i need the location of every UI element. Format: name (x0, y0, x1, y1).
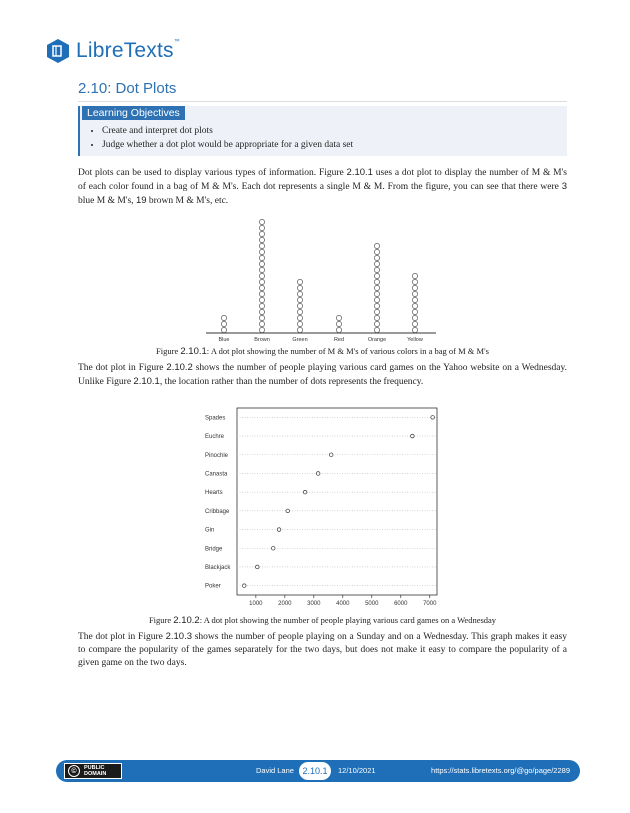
dot-marker (412, 327, 417, 332)
data-point (242, 584, 246, 588)
y-tick-label: Canasta (205, 471, 228, 478)
dot-marker (259, 237, 264, 242)
data-point (411, 434, 415, 438)
paragraph-card-games: The dot plot in Figure 2.10.2 shows the number of people playing various card games on the Yahoo website on a Wednesday. Unlike Figure 2.10.1, the location rather than the number of dots represents the frequency. (78, 362, 567, 387)
paragraph-sunday-wednesday: The dot plot in Figure 2.10.3 shows the number of people playing on a Sunday and on a Wednesday. This graph makes it easy to compare the popularity of the games separately for the two days, but does not make it easy to compare the popularity of a given game on the two days. (78, 631, 567, 668)
dot-marker (336, 321, 341, 326)
y-tick-label: Blackjack (205, 564, 231, 571)
y-tick-label: Hearts (205, 490, 223, 497)
dot-marker (259, 315, 264, 320)
figure-link-2-10-1[interactable]: 2.10.1 (133, 376, 160, 387)
footer-page-number: 2.10.1 (299, 762, 331, 780)
x-tick-label: Brown (254, 337, 270, 343)
x-tick-label: Blue (218, 337, 230, 343)
dot-marker (259, 291, 264, 296)
figure-link-2-10-2[interactable]: 2.10.2 (166, 362, 193, 373)
objective-item: • Judge whether a dot plot would be appropriate for a given data set (102, 138, 353, 152)
dot-marker (412, 315, 417, 320)
dot-marker (336, 315, 341, 320)
dot-marker (412, 309, 417, 314)
y-tick-label: Bridge (205, 546, 223, 553)
footer-author: David Lane (256, 766, 294, 775)
dot-marker (412, 279, 417, 284)
dot-marker (374, 315, 379, 320)
learning-objectives-label: Learning Objectives (82, 106, 185, 120)
dot-marker (374, 327, 379, 332)
y-tick-label: Euchre (205, 434, 225, 441)
dot-marker (221, 327, 226, 332)
page-title: 2.10: Dot Plots (78, 80, 567, 102)
x-tick-label: Green (292, 337, 308, 343)
libretexts-logo[interactable] (46, 38, 180, 64)
dot-marker (297, 315, 302, 320)
dot-marker (374, 291, 379, 296)
learning-objectives-box (78, 106, 567, 156)
dot-marker (374, 321, 379, 326)
dot-marker (297, 309, 302, 314)
dot-marker (259, 285, 264, 290)
data-point (277, 528, 281, 532)
dot-marker (259, 255, 264, 260)
dot-marker (259, 231, 264, 236)
y-tick-label: Pinochle (205, 452, 229, 459)
x-tick-label: Red (333, 337, 345, 343)
footer-date: 12/10/2021 (338, 766, 376, 775)
x-tick-label: Yellow (407, 337, 423, 343)
dot-marker (336, 327, 341, 332)
x-tick-label: 7000 (423, 601, 437, 607)
data-point (271, 546, 275, 550)
y-tick-label: Poker (205, 583, 221, 590)
dot-marker (374, 303, 379, 308)
figure-2-10-1-dot-plot (200, 212, 440, 344)
dot-marker (374, 279, 379, 284)
dot-marker (259, 243, 264, 248)
dot-marker (412, 297, 417, 302)
dot-marker (221, 321, 226, 326)
dot-marker (259, 279, 264, 284)
dot-marker (259, 249, 264, 254)
x-tick-label: 3000 (307, 601, 321, 607)
figure-2-10-2-caption: Figure 2.10.2: A dot plot showing the number of people playing various card games on a Wednesday (148, 615, 497, 626)
x-tick-label: Orange (367, 337, 387, 343)
figure-2-10-2-dot-plot (195, 402, 445, 612)
dot-marker (412, 321, 417, 326)
dot-marker (259, 303, 264, 308)
data-point (329, 453, 333, 457)
dot-marker (259, 261, 264, 266)
figure-link-2-10-1[interactable]: 2.10.1 (346, 167, 373, 178)
dot-marker (297, 285, 302, 290)
dot-marker (259, 309, 264, 314)
y-tick-label: Cribbage (205, 508, 230, 515)
dot-marker (259, 219, 264, 224)
dot-marker (412, 291, 417, 296)
dot-marker (374, 261, 379, 266)
dot-marker (374, 297, 379, 302)
footer-url-link[interactable]: https://stats.libretexts.org/@go/page/2289 (431, 766, 570, 775)
dot-marker (412, 303, 417, 308)
paragraph-intro: Dot plots can be used to display various types of information. Figure 2.10.1 uses a dot plot to display the number of M & M's of each color found in a bag of M & M's. Each dot represents a single M & M. From the figure, you can see that there were 3 blue M & M's, 19 brown M & M's, etc. (78, 167, 567, 206)
dot-marker (297, 291, 302, 296)
dot-marker (221, 315, 226, 320)
dot-marker (374, 273, 379, 278)
objective-item: • Create and interpret dot plots (102, 124, 353, 138)
public-domain-badge[interactable]: © PUBLIC DOMAIN (64, 763, 122, 779)
dot-marker (374, 243, 379, 248)
dot-marker (412, 273, 417, 278)
dot-marker (259, 327, 264, 332)
dot-marker (374, 255, 379, 260)
y-tick-label: Gin (205, 527, 215, 534)
dot-marker (297, 321, 302, 326)
libretexts-hexagon-icon (46, 38, 70, 64)
x-tick-label: 6000 (394, 601, 408, 607)
figure-link-2-10-3[interactable]: 2.10.3 (165, 631, 192, 642)
dot-marker (374, 285, 379, 290)
dot-marker (412, 285, 417, 290)
x-tick-label: 1000 (249, 601, 263, 607)
x-tick-label: 4000 (336, 601, 350, 607)
dot-marker (374, 267, 379, 272)
dot-marker (259, 273, 264, 278)
dot-marker (259, 267, 264, 272)
dot-marker (374, 249, 379, 254)
data-point (255, 565, 259, 569)
x-tick-label: 5000 (365, 601, 379, 607)
dot-marker (259, 297, 264, 302)
objectives-list (90, 124, 353, 152)
dot-marker (297, 279, 302, 284)
dot-marker (297, 327, 302, 332)
dot-marker (297, 303, 302, 308)
data-point (431, 416, 435, 420)
public-domain-icon: © (68, 765, 80, 777)
dot-marker (374, 309, 379, 314)
y-tick-label: Spades (205, 415, 226, 422)
figure-2-10-1-caption: Figure 2.10.1: A dot plot showing the number of M & M's of various colors in a bag of M & M's (156, 346, 489, 357)
data-point (303, 490, 307, 494)
dot-marker (259, 321, 264, 326)
data-point (286, 509, 290, 513)
data-point (316, 472, 320, 476)
brand-name: LibreTexts™ (76, 39, 180, 62)
dot-marker (259, 225, 264, 230)
x-tick-label: 2000 (278, 601, 292, 607)
page-footer (56, 760, 580, 782)
dot-marker (297, 297, 302, 302)
